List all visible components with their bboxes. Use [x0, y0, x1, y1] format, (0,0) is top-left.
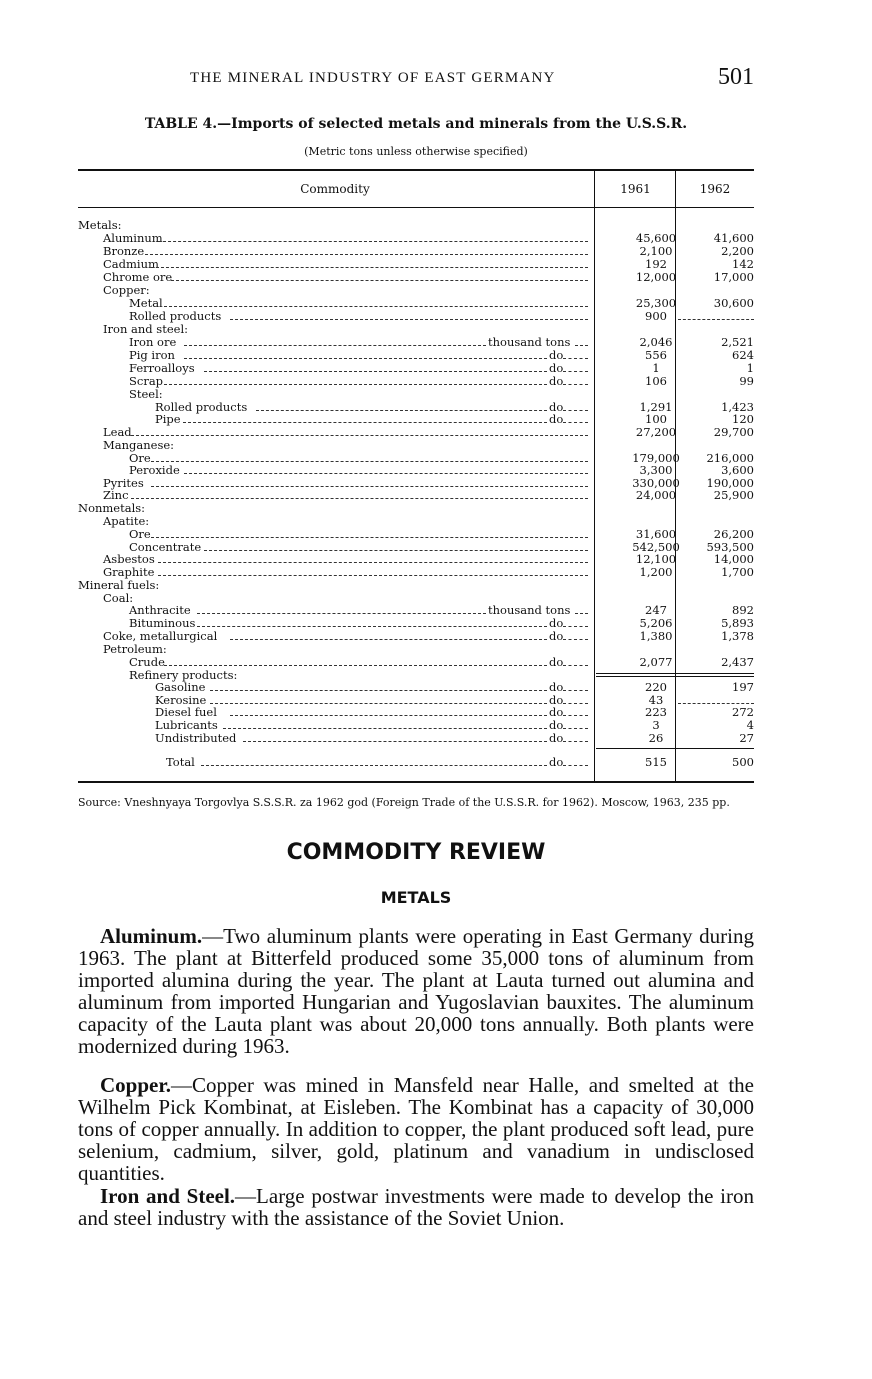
leader-dots [151, 258, 588, 268]
total-separator-rule [596, 748, 754, 749]
leader-dots [151, 452, 588, 462]
table-top-rule [78, 169, 754, 171]
value-1962: 1,700 [721, 565, 754, 579]
unit-label: thousand tons [488, 335, 571, 349]
commodity-label: Pipe [155, 412, 181, 426]
value-1961: 542,500 [632, 540, 680, 554]
leader-dots [563, 630, 588, 640]
leader-dots [563, 706, 588, 716]
column-header-commodity: Commodity [300, 182, 370, 196]
value-1961: 192 [645, 257, 667, 271]
paragraph-lead: Aluminum. [100, 924, 203, 948]
commodity-label: Peroxide [129, 463, 180, 477]
value-1962: 2,200 [721, 244, 754, 258]
unit-label: do [549, 629, 564, 643]
value-1961: 223 [645, 705, 667, 719]
table-row [78, 426, 754, 439]
commodity-label: Asbestos [103, 552, 155, 566]
value-1961: 106 [645, 374, 667, 388]
commodity-label: Lead [103, 425, 132, 439]
value-1962: 26,200 [713, 527, 754, 541]
leader-dots [145, 245, 588, 255]
section-title: COMMODITY REVIEW [286, 840, 546, 865]
table-bottom-rule [78, 781, 754, 783]
commodity-label: Metals: [78, 218, 122, 232]
table-row [78, 375, 754, 388]
leader-dots [184, 336, 486, 346]
commodity-label: Ore [129, 451, 151, 465]
commodity-label: Undistributed [155, 731, 237, 745]
unit-label: do [549, 655, 564, 669]
column-header-1962: 1962 [699, 182, 731, 196]
value-1962: 142 [732, 257, 754, 271]
value-1962: 2,437 [721, 655, 754, 669]
commodity-label: Manganese: [103, 438, 175, 452]
leader-dots [204, 541, 588, 551]
commodity-label: Zinc [103, 488, 129, 502]
commodity-label: Scrap [129, 374, 164, 388]
commodity-label: Rolled products [155, 400, 248, 414]
commodity-label: Pig iron [129, 348, 175, 362]
value-1962: 892 [732, 603, 754, 617]
unit-label: do [549, 705, 564, 719]
unit-label: do [549, 374, 564, 388]
commodity-label: Aluminum [103, 231, 163, 245]
table-row [78, 579, 754, 592]
leader-dots [230, 310, 588, 320]
value-1962: 1 [746, 361, 754, 375]
leader-dots [151, 528, 588, 538]
paragraph-text: —Two aluminum plants were operating in East Germany during 1963. The plant at Bitterfeld produced some 35,000 tons of aluminum from imported alumina during the year. The plant at Lauta turned out alumina and aluminum from imported Hungarian and Yugoslavian bauxites. The aluminum capacity of the Lauta plant was about 20,000 tons annually. Both plants were modernized during 1963. [78, 924, 754, 1058]
leader-dots [563, 349, 588, 359]
table-row [78, 502, 754, 515]
unit-label: do [549, 680, 564, 694]
value-1962 [678, 694, 754, 704]
commodity-label: Chrome ore [103, 270, 173, 284]
leader-dots [563, 617, 588, 627]
value-1962: 190,000 [706, 476, 754, 490]
value-1962: 29,700 [713, 425, 754, 439]
leader-dots [210, 681, 547, 691]
commodity-label: Ore [129, 527, 151, 541]
commodity-label: Total [166, 755, 195, 769]
value-1961: 247 [645, 603, 667, 617]
value-1961: 24,000 [635, 488, 677, 502]
leader-dots [563, 732, 588, 742]
leader-dots [563, 694, 588, 704]
leader-dots [151, 477, 588, 487]
value-1962: 624 [732, 348, 754, 362]
value-1961: 3 [652, 718, 660, 732]
unit-label: do [549, 755, 564, 769]
table-title: TABLE 4.—Imports of selected metals and minerals from the U.S.S.R. [144, 116, 688, 132]
value-1961: 515 [645, 755, 667, 769]
commodity-label: Rolled products [129, 309, 222, 323]
leader-dots [131, 426, 588, 436]
value-1962: 17,000 [713, 270, 754, 284]
value-1961: 1 [652, 361, 660, 375]
leader-dots [197, 617, 547, 627]
commodity-label: Apatite: [103, 514, 150, 528]
paragraph-text: —Large postwar investments were made to develop the iron and steel industry with the assistance of the Soviet Union. [78, 1184, 754, 1230]
commodity-label: Mineral fuels: [78, 578, 160, 592]
leader-dots [164, 656, 547, 666]
commodity-label: Coke, metallurgical [103, 629, 218, 643]
value-1962: 1,378 [721, 629, 754, 643]
unit-label: do [549, 731, 564, 745]
commodity-label: Metal [129, 296, 163, 310]
unit-label: do [549, 361, 564, 375]
value-1961: 220 [645, 680, 667, 694]
commodity-label: Nonmetals: [78, 501, 146, 515]
commodity-label: Petroleum: [103, 642, 167, 656]
page-number: 501 [718, 64, 754, 90]
leader-dots [563, 413, 588, 423]
value-1961: 27,200 [635, 425, 677, 439]
unit-label: thousand tons [488, 603, 571, 617]
leader-dots [563, 656, 588, 666]
leader-dots [575, 336, 588, 346]
paragraph-iron-steel [78, 1185, 754, 1229]
unit-label: do [549, 718, 564, 732]
table-row [78, 566, 754, 579]
value-1961: 100 [645, 412, 667, 426]
commodity-label: Iron and steel: [103, 322, 188, 336]
leader-dots [223, 719, 547, 729]
leader-dots [171, 271, 588, 281]
leader-dots [575, 604, 588, 614]
table-header-rule [78, 207, 754, 208]
leader-dots [210, 694, 547, 704]
table-source-note: Source: Vneshnyaya Torgovlya S.S.S.R. za 1962 god (Foreign Trade of the U.S.S.R. for 1962). Moscow, 1963, 235 pp. [78, 796, 730, 809]
value-1961: 12,100 [635, 552, 677, 566]
commodity-label: Pyrites [103, 476, 144, 490]
leader-dots [164, 375, 547, 385]
value-1962: 272 [732, 705, 754, 719]
unit-label: do [549, 348, 564, 362]
leader-dots [563, 719, 588, 729]
commodity-label: Ferroalloys [129, 361, 195, 375]
commodity-label: Bronze [103, 244, 145, 258]
commodity-label: Iron ore [129, 335, 177, 349]
value-1961: 2,100 [639, 244, 673, 258]
paragraph-aluminum [78, 925, 754, 1057]
leader-dots [563, 362, 588, 372]
value-1961: 5,206 [639, 616, 673, 630]
value-1961: 179,000 [632, 451, 680, 465]
value-1961: 3,300 [639, 463, 673, 477]
leader-dots [197, 604, 486, 614]
value-1961: 12,000 [635, 270, 677, 284]
table-row [78, 489, 754, 502]
commodity-label: Lubricants [155, 718, 218, 732]
unit-label: do [549, 693, 564, 707]
leader-dots [563, 756, 588, 766]
paragraph-lead: Iron and Steel. [100, 1184, 236, 1208]
commodity-label: Cadmium [103, 257, 159, 271]
table-subtitle: (Metric tons unless otherwise specified) [304, 145, 528, 158]
commodity-label: Crude [129, 655, 165, 669]
unit-label: do [549, 616, 564, 630]
commodity-label: Anthracite [129, 603, 191, 617]
leader-dots [243, 732, 547, 742]
value-1961: 2,077 [639, 655, 673, 669]
value-1961: 2,046 [639, 335, 673, 349]
value-1962 [678, 310, 754, 320]
table-row [78, 756, 754, 769]
leader-dots [563, 375, 588, 385]
commodity-label: Steel: [129, 387, 163, 401]
value-1962: 500 [732, 755, 754, 769]
value-1962: 3,600 [721, 463, 754, 477]
leader-dots [563, 681, 588, 691]
leader-dots [201, 756, 547, 766]
leader-dots [158, 232, 588, 242]
value-1961: 900 [645, 309, 667, 323]
value-1961: 26 [648, 731, 664, 745]
commodity-label: Kerosine [155, 693, 207, 707]
commodity-label: Refinery products: [129, 668, 238, 682]
commodity-label: Gasoline [155, 680, 206, 694]
leader-dots [184, 349, 547, 359]
column-header-1961: 1961 [620, 182, 651, 196]
commodity-label: Concentrate [129, 540, 202, 554]
value-1961: 43 [648, 693, 664, 707]
commodity-label: Diesel fuel [155, 705, 217, 719]
leader-dots [230, 706, 547, 716]
value-1962: 27 [739, 731, 754, 745]
commodity-label: Graphite [103, 565, 155, 579]
value-1962: 41,600 [713, 231, 754, 245]
value-1961: 1,380 [639, 629, 673, 643]
leader-dots [256, 401, 547, 411]
table-row [78, 630, 754, 643]
leader-dots [164, 297, 588, 307]
unit-label: do [549, 412, 564, 426]
paragraph-copper [78, 1074, 754, 1184]
paragraph-text: —Copper was mined in Mansfeld near Halle, and smelted at the Wilhelm Pick Kombinat, at Eisleben. The Kombinat has a capacity of 30,000 tons of copper annually. In addition to copper, the plant produced soft lead, pure selenium, cadmium, silver, gold, platinum and vanadium in undisclosed quantities. [78, 1073, 754, 1185]
value-1962: 120 [732, 412, 754, 426]
value-1962: 216,000 [706, 451, 754, 465]
leader-dots [230, 630, 547, 640]
leader-dots [563, 401, 588, 411]
table-row [78, 271, 754, 284]
value-1961: 25,300 [635, 296, 677, 310]
value-1962: 4 [746, 718, 754, 732]
value-1962: 99 [739, 374, 754, 388]
value-1962: 2,521 [721, 335, 754, 349]
value-1961: 45,600 [635, 231, 677, 245]
section-subtitle: METALS [380, 888, 452, 907]
paragraph-lead: Copper. [100, 1073, 171, 1097]
commodity-label: Copper: [103, 283, 150, 297]
value-1962: 30,600 [713, 296, 754, 310]
running-head: THE MINERAL INDUSTRY OF EAST GERMANY [190, 70, 556, 86]
commodity-label: Bituminous [129, 616, 196, 630]
value-1961: 556 [645, 348, 667, 362]
unit-label: do [549, 400, 564, 414]
value-1961: 330,000 [632, 476, 680, 490]
leader-dots [158, 553, 588, 563]
value-1962: 14,000 [713, 552, 754, 566]
leader-dots [131, 489, 588, 499]
table-row [78, 732, 754, 745]
leader-dots [184, 464, 588, 474]
value-1961: 31,600 [635, 527, 677, 541]
value-1961: 1,291 [639, 400, 673, 414]
leader-dots [204, 362, 547, 372]
value-1962: 25,900 [713, 488, 754, 502]
value-1962: 593,500 [706, 540, 754, 554]
value-1962: 1,423 [721, 400, 754, 414]
leader-dots [183, 413, 547, 423]
value-1962: 5,893 [721, 616, 754, 630]
value-1962: 197 [732, 680, 754, 694]
commodity-label: Coal: [103, 591, 134, 605]
leader-dots [158, 566, 588, 576]
value-1961: 1,200 [639, 565, 673, 579]
